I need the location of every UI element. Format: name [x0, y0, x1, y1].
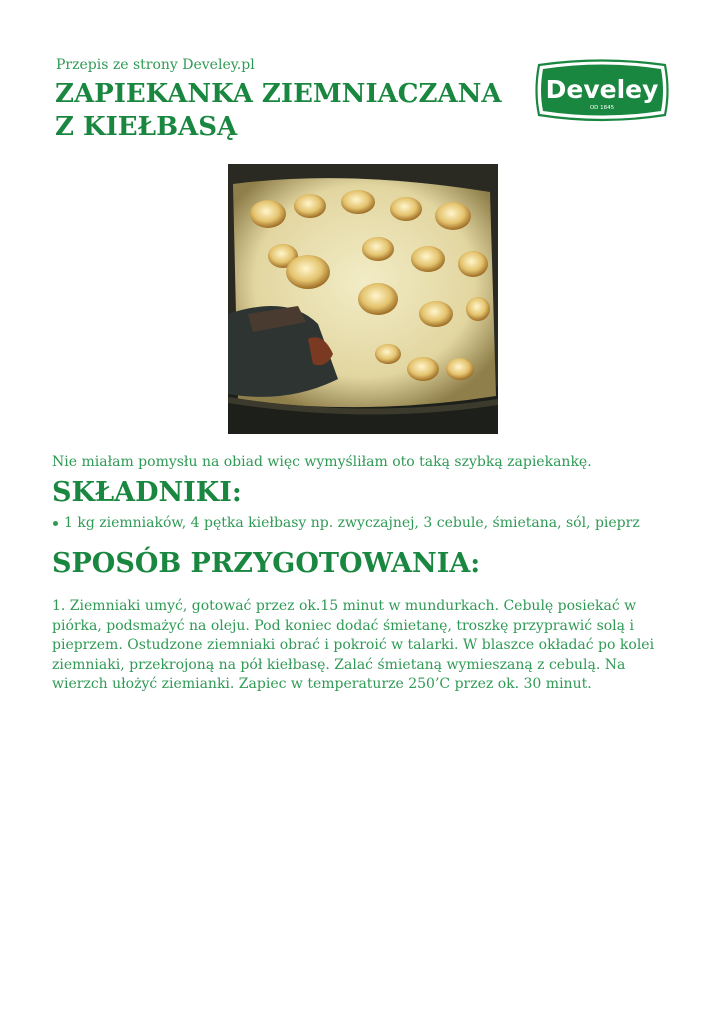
ingredient-text: 1 kg ziemniaków, 4 pętka kiełbasy np. zwyczajnej, 3 cebule, śmietana, sól, pieprz: [64, 515, 640, 531]
recipe-intro: Nie miałam pomysłu na obiad więc wymyśliłam oto taką szybką zapiekankę.: [52, 454, 592, 470]
casserole-image: [228, 164, 498, 434]
develey-logo: [533, 59, 671, 123]
casserole-photo: [228, 164, 498, 434]
ingredients-list: [52, 515, 640, 531]
preparation-steps: 1. Ziemniaki umyć, gotować przez ok.15 minut w mundurkach. Cebulę posiekać w piórka, podsmażyć na oleju. Pod koniec dodać śmietanę, troszkę przyprawić solą i pieprzem. Ostudzone ziemniaki obrać i pokroić w talarki. W blaszce okładać po kolei ziemniaki, przekrojoną na pół kiełbasę. Zalać śmietaną wymieszaną z cebulą. Na wierzch ułożyć ziemianki. Zapiec w temperaturze 250’C przez ok. 30 minut.: [52, 598, 655, 692]
ingredient-item: [52, 515, 640, 531]
logo-brand-text: Develey: [545, 75, 659, 104]
ingredients-heading: SKŁADNIKI:: [52, 477, 242, 508]
bullet-icon: [53, 521, 58, 526]
recipe-title: ZAPIEKANKA ZIEMNIACZANA Z KIEŁBASĄ: [55, 79, 502, 142]
preparation-heading: SPOSÓB PRZYGOTOWANIA:: [52, 548, 481, 579]
logo-since-text: OD 1845: [589, 105, 615, 111]
source-note: Przepis ze strony Develey.pl: [56, 57, 255, 73]
